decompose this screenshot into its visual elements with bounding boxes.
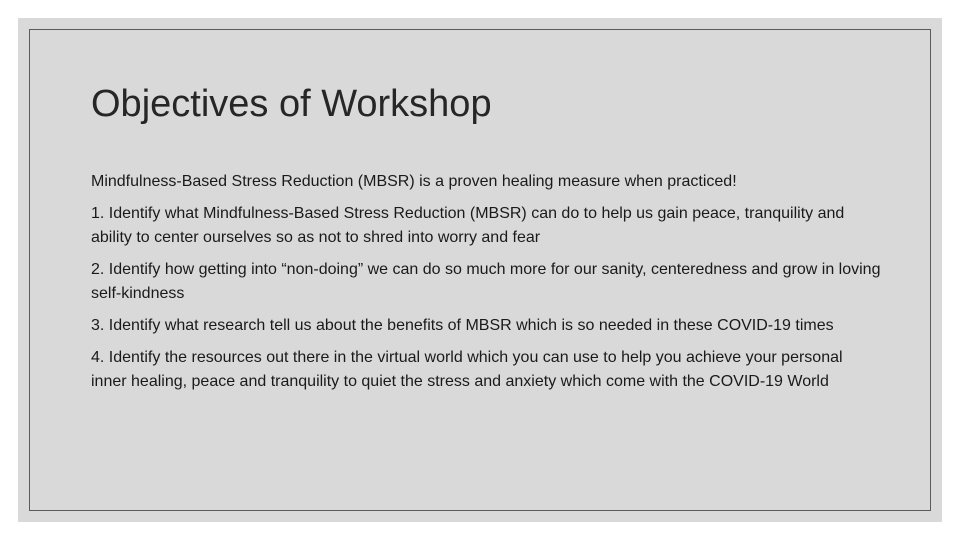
objective-item-4: 4. Identify the resources out there in the virtual world which you can use to help you achieve your personal inner healing, peace and tranquility to quiet the stress and anxiety which come with the COVID-19 World bbox=[91, 349, 843, 390]
slide-body bbox=[91, 170, 881, 402]
slide-title: Objectives of Workshop bbox=[91, 83, 492, 125]
objective-item-1: 1. Identify what Mindfulness-Based Stress Reduction (MBSR) can do to help us gain peace, tranquility and ability to center ourselves so as not to shred into worry and fear bbox=[91, 205, 845, 246]
objective-item-3: 3. Identify what research tell us about the benefits of MBSR which is so needed in these COVID-19 times bbox=[91, 317, 834, 334]
slide bbox=[18, 18, 942, 522]
intro-paragraph: Mindfulness-Based Stress Reduction (MBSR) is a proven healing measure when practiced! bbox=[91, 173, 737, 190]
objective-item-2: 2. Identify how getting into “non-doing” we can do so much more for our sanity, centeredness and grow in loving self-kindness bbox=[91, 261, 881, 302]
